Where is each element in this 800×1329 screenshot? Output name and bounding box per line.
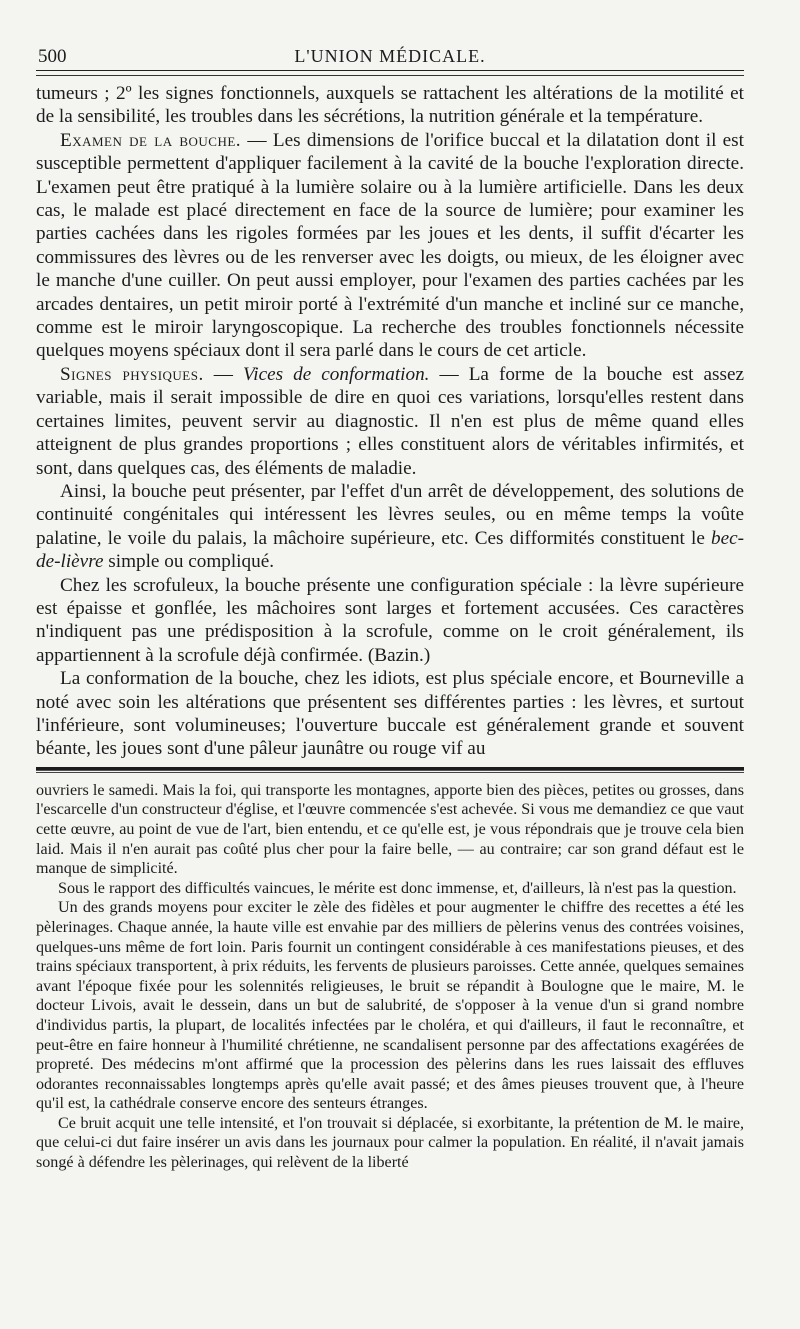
paragraph-ainsi [36,480,744,574]
paragraph-signs-intro: tumeurs ; 2º les signes fonctionnels, auxquels se rattachent les altérations de la motilité et de la sensibilité, les troubles dans les sécrétions, la nutrition générale et la température. [36,83,744,128]
feuilleton-column [36,781,744,1173]
header-double-rule [36,71,744,76]
main-column [36,82,744,761]
paragraph-ainsi-text: Ainsi, la bouche peut présenter, par l'effet d'un arrêt de développement, des solutions de continuité congénitales qui intéressent les lèvres seules, ou en même temps la voûte palatine, le voile du palais, la mâchoire supérieure, etc. Ces difformités constituent le [36,480,744,549]
journal-title: L'UNION MÉDICALE. [294,46,486,66]
subheading-vices: Vices de conformation. [243,363,430,385]
feuilleton-separator [36,767,744,771]
feuilleton-separator-thin [36,772,744,773]
term-bec-de-lievre: bec-de-lièvre [36,527,744,573]
paragraph-examen-text: — Les dimensions de l'orifice buccal et la dilatation dont il est susceptible permettent d'appliquer facilement à la cavité de la bouche l'exploration directe. L'examen peut être pratiqué à la lumière solaire ou à la lumière artificielle. Dans les deux cas, le malade est placé directement en face de la source de lumière; pour examiner les parties cachées dans les rigoles formées par les joues et les dents, il suffit d'écarter les commissures des lèvres ou de les renverser avec les doigts, ou mieux, de les éloigner avec le manche d'une cuiller. On peut aussi employer, pour l'examen des parties cachées par les arcades dentaires, un petit miroir porté à l'extrémité d'un manche et incliné sur ce manche, comme est le miroir laryngoscopique. La recherche des troubles fonctionnels nécessite quelques moyens spéciaux dont il sera parlé dans le cours de cet article. [36,129,744,362]
section-heading-signes: Signes physiques. [60,363,204,385]
feuilleton-paragraph: Un des grands moyens pour exciter le zèle des fidèles et pour augmenter le chiffre des recettes a été les pèlerinages. Chaque année, la haute ville est envahie par des milliers de pèlerins venus des contrées voisines, quelques-uns même de fort loin. Paris fournit un contingent considérable à ces manifestations pieuses, et des trains spéciaux transportent, à prix réduits, les fervents de plusieurs paroisses. Cette année, quelques semaines avant l'époque fixée pour les solennités religieuses, le bruit se répandit à Boulogne que le maire, M. le docteur Livois, avait le dessein, dans un but de salubrité, de s'opposer à la venue d'un si grand nombre d'individus partis, la plupart, de localités infectées par le choléra, et qui d'ailleurs, il faut le reconnaître, et peut-être en faire honneur à l'humilité chrétienne, ne scandalisent personne par des affectations exagérées de propreté. Des médecins m'ont affirmé que la procession des pèlerins dans les rues laissait des effluves odorantes reconnaissables longtemps après qu'elle avait passé; et des âmes pieuses trouvent que, à l'heure qu'il est, la cathédrale conserve encore des senteurs étranges. [36,899,744,1113]
section-heading-examen: Examen de la bouche. [60,129,242,151]
paragraph-scrofuleux: Chez les scrofuleux, la bouche présente une configuration spéciale : la lèvre supérieure est épaisse et gonflée, les mâchoires sont larges et fortement accusées. Ces caractères n'indiquent pas une prédisposition à la scrofule, comme on le croit généralement, ils appartiennent à la scrofule déjà confirmée. (Bazin.) [36,574,744,666]
paragraph-signes-physiques [36,363,744,480]
paragraph-idiots: La conformation de la bouche, chez les idiots, est plus spéciale encore, et Bourneville a noté avec soin les altérations que présentent ses différentes parties : les lèvres, et surtout l'inférieure, sont volumineuses; l'ouverture buccale est généralement grande et souvent béante, les joues sont d'une pâleur jaunâtre ou rouge vif au [36,668,744,760]
page [36,40,744,1173]
heading-dash: — [203,363,243,385]
page-header [36,40,744,71]
paragraph-examen [36,129,744,363]
feuilleton-paragraph: Sous le rapport des difficultés vaincues, le mérite est donc immense, et, d'ailleurs, là n'est pas la question. [58,879,737,897]
feuilleton-paragraph: Ce bruit acquit une telle intensité, et l'on trouvait si déplacée, si exorbitante, la prétention de M. le maire, que celui-ci dut faire insérer un avis dans les journaux pour calmer la population. En réalité, il n'avait jamais songé à défendre les pèlerinages, qui relèvent de la liberté [36,1114,744,1172]
paragraph-signes-text: — La forme de la bouche est assez variable, mais il serait impossible de dire en quoi ces variations, lorsqu'elles restent dans certaines limites, peuvent servir au diagnostic. Il n'en est plus de même quand elles atteignent de plus grandes proportions ; elles constituent alors de véritables infirmités, et sont, dans quelques cas, des éléments de maladie. [36,363,744,479]
page-number: 500 [38,46,67,67]
feuilleton-paragraph: ouvriers le samedi. Mais la foi, qui transporte les montagnes, apporte bien des pièces, petites ou grosses, dans l'escarcelle d'un constructeur d'église, et l'œuvre commencée s'est achevée. Si vous me demandiez ce que vaut cette œuvre, au point de vue de l'art, bien entendu, et ce qu'elle est, je vous répondrais que je trouve cela bien laid. Mais il n'en aurait pas coûté plus cher pour la faire belle, — au contraire; car son grand défaut est le manque de simplicité. [36,781,744,878]
paragraph-ainsi-end: simple ou compliqué. [103,551,275,573]
